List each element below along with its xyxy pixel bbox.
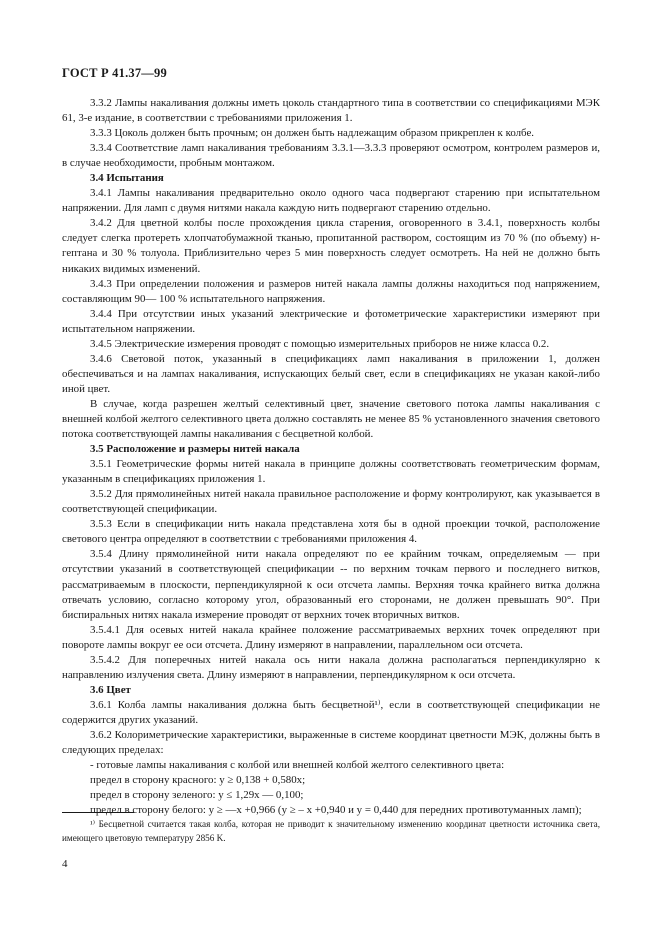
paragraph-3-5-2: 3.5.2 Для прямолинейных нитей накала правильное расположение и форму контролируют, как указывается в соответствующей спецификации. — [62, 488, 600, 516]
paragraph-yellow-selective: В случае, когда разрешен желтый селективный цвет, значение светового потока лампы накаливания с внешней колбой желтого селективного цвета должно составлять не менее 85 % установленного значения светового потока соответствующей лампы накаливания с бесцветной колбой. — [62, 397, 600, 441]
limit-red: предел в сторону красного: y ≥ 0,138 + 0,580x; — [90, 774, 306, 787]
paragraph-3-5-3: 3.5.3 Если в спецификации нить накала представлена хотя бы в одной проекции точкой, расположение светового центра определяют в соответствии с требованиями приложения 4. — [62, 518, 600, 546]
paragraph-3-4-3: 3.4.3 При определении положения и размеров нитей накала лампы должны находиться под напряжением, составляющим 90— 100 % испытательного напряжения. — [62, 277, 600, 305]
paragraph-3-5-1: 3.5.1 Геометрические формы нитей накала в принципе должны соответствовать геометрическим формам, указанным в спецификациях приложения 1. — [62, 458, 600, 486]
paragraph-3-3-4: 3.3.4 Соответствие ламп накаливания требованиям 3.3.1—3.3.3 проверяют осмотром, контролем размеров и, в случае необходимости, пробным монтажом. — [62, 142, 600, 170]
paragraph-3-4-5: 3.4.5 Электрические измерения проводят с помощью измерительных приборов не ниже класса 0.2. — [90, 337, 550, 350]
section-heading-3-6: 3.6 Цвет — [90, 683, 131, 696]
footnote-divider — [62, 812, 134, 813]
paragraph-3-3-2: 3.3.2 Лампы накаливания должны иметь цоколь стандартного типа в соответствии со спецификациями МЭК 61, 3-е издание, в соответствии с требованиями приложения 1. — [62, 97, 600, 125]
list-item-yellow-lamps: - готовые лампы накаливания с колбой или внешней колбой желтого селективного цвета: — [90, 759, 505, 772]
section-heading-3-4: 3.4 Испытания — [90, 172, 164, 185]
paragraph-3-6-2: 3.6.2 Колориметрические характеристики, выраженные в системе координат цветности МЭК, должны быть в следующих пределах: — [62, 728, 600, 757]
paragraph-3-5-4-2: 3.5.4.2 Для поперечных нитей накала ось нити накала должна располагаться перпендикулярно к направлению излучения света. Длину измеряют в направлении, перпендикулярном к оси отсчета. — [62, 653, 600, 681]
page-number: 4 — [62, 858, 68, 870]
paragraph-3-4-6: 3.4.6 Световой поток, указанный в спецификациях ламп накаливания в приложении 1, должен обеспечиваться и на лампах накаливания, испускающих белый свет, если в спецификациях не указан какой-либо иной цвет. — [62, 352, 600, 395]
paragraph-3-5-4: 3.5.4 Длину прямолинейной нити накала определяют по ее крайним точкам, определяемым — при отсутствии указаний в соответствующей спецификации -- по верхним точкам первого и последнего витков, рассматриваемым в плоскости, перпендикулярной к оси отсчета лампы. Верхняя точка крайнего витка должна отвечать условию, согласно которому угол, образованный его сторонами, не должен превышать 90°. При биспиральных нитях накала измерение проводят от верхних точек вторичных витков. — [62, 548, 600, 621]
section-heading-3-5: 3.5 Расположение и размеры нитей накала — [90, 443, 300, 456]
paragraph-3-3-3: 3.3.3 Цоколь должен быть прочным; он должен быть надлежащим образом прикреплен к колбе. — [90, 127, 535, 140]
footnote: ¹⁾ Бесцветной считается такая колба, которая не приводит к значительному изменению координат цветности источника света, имеющего цветовую температуру 2856 K. — [62, 819, 600, 843]
paragraph-3-4-4: 3.4.4 При отсутствии иных указаний электрические и фотометрические характеристики измеряют при испытательном напряжении. — [62, 307, 600, 335]
standard-header: ГОСТ Р 41.37—99 — [62, 66, 167, 80]
paragraph-3-5-4-1: 3.5.4.1 Для осевых нитей накала крайнее положение рассматриваемых верхних точек определяют при повороте лампы вокруг ее оси отсчета. Длину измеряют в направлении, параллельном оси отсчета. — [62, 623, 600, 651]
paragraph-3-4-1: 3.4.1 Лампы накаливания предварительно около одного часа подвергают старению при испытательном напряжении. Для ламп с двумя нитями накала каждую нить подвергают старению отдельно. — [62, 187, 600, 215]
limit-green: предел в сторону зеленого: y ≤ 1,29x — 0,100; — [90, 789, 304, 802]
paragraph-3-4-2: 3.4.2 Для цветной колбы после прохождения цикла старения, оговоренного в 3.4.1, поверхность колбы следует слегка протереть хлопчатобумажной тканью, пропитанной раствором, состоящим из 70 % (по объему) н-гептана и 30 % толуола. Приблизительно через 5 мин поверхность следует осмотреть. На ней не должно быть никаких видимых изменений. — [62, 217, 600, 275]
limit-white: предел в сторону белого: y ≥ —x +0,966 (y ≥ – x +0,940 и y = 0,440 для передних противотуманных ламп); — [90, 804, 582, 817]
paragraph-3-6-1: 3.6.1 Колба лампы накаливания должна быть бесцветной¹⁾, если в соответствующей спецификации не содержится других указаний. — [62, 698, 600, 726]
document-body — [62, 96, 600, 818]
